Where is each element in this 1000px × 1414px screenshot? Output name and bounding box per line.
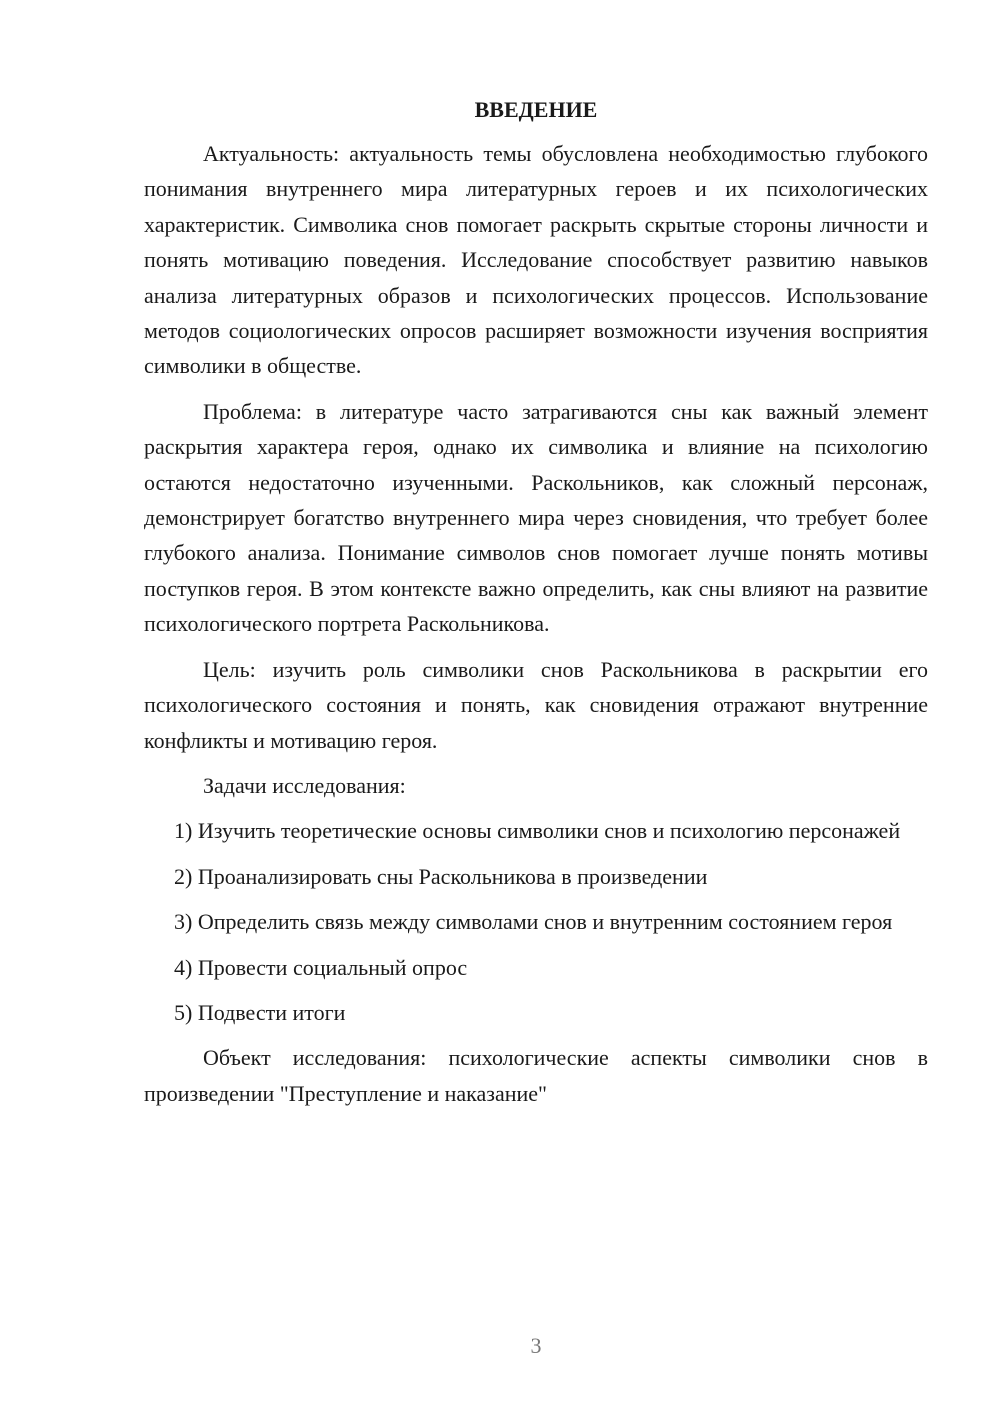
tasks-heading: Задачи исследования: [203,772,406,798]
paragraph-goal: Цель: изучить роль символики снов Раскольникова в раскрытии его психологического состояния и понять, как сновидения отражают внутренние конфликты и мотивацию героя. [144,656,928,753]
page-title: ВВЕДЕНИЕ [474,97,598,122]
task-item-1: 1) Изучить теоретические основы символики снов и психологию персонажей [174,818,901,844]
paragraph-relevance: Актуальность: актуальность темы обусловлена необходимостью глубокого понимания внутреннего мира литературных героев и их психологических характеристик. Символика снов помогает раскрыть скрытые стороны личности и понять мотивацию поведения. Исследование способствует развитию навыков анализа литературных образов и психологических процессов. Использование методов социологических опросов расширяет возможности изучения восприятия символики в обществе. [144,141,928,379]
task-item-3: 3) Определить связь между символами снов и внутренним состоянием героя [174,909,893,935]
paragraph-problem: Проблема: в литературе часто затрагиваются сны как важный элемент раскрытия характера героя, однако их символика и влияние на психологию остаются недостаточно изученными. Раскольников, как сложный персонаж, демонстрирует богатство внутреннего мира через сновидения, что требует более глубокого анализа. Понимание символов снов помогает лучше понять мотивы поступков героя. В этом контексте важно определить, как сны влияют на развитие психологического портрета Раскольникова. [144,398,928,637]
page-number: 3 [530,1333,542,1358]
page-content [144,92,928,1121]
paragraph-object: Объект исследования: психологические аспекты символики снов в произведении "Преступление и наказание" [144,1045,928,1106]
task-item-2: 2) Проанализировать сны Раскольникова в произведении [174,863,708,889]
task-item-5: 5) Подвести итоги [174,999,346,1025]
task-item-4: 4) Провести социальный опрос [174,954,468,980]
